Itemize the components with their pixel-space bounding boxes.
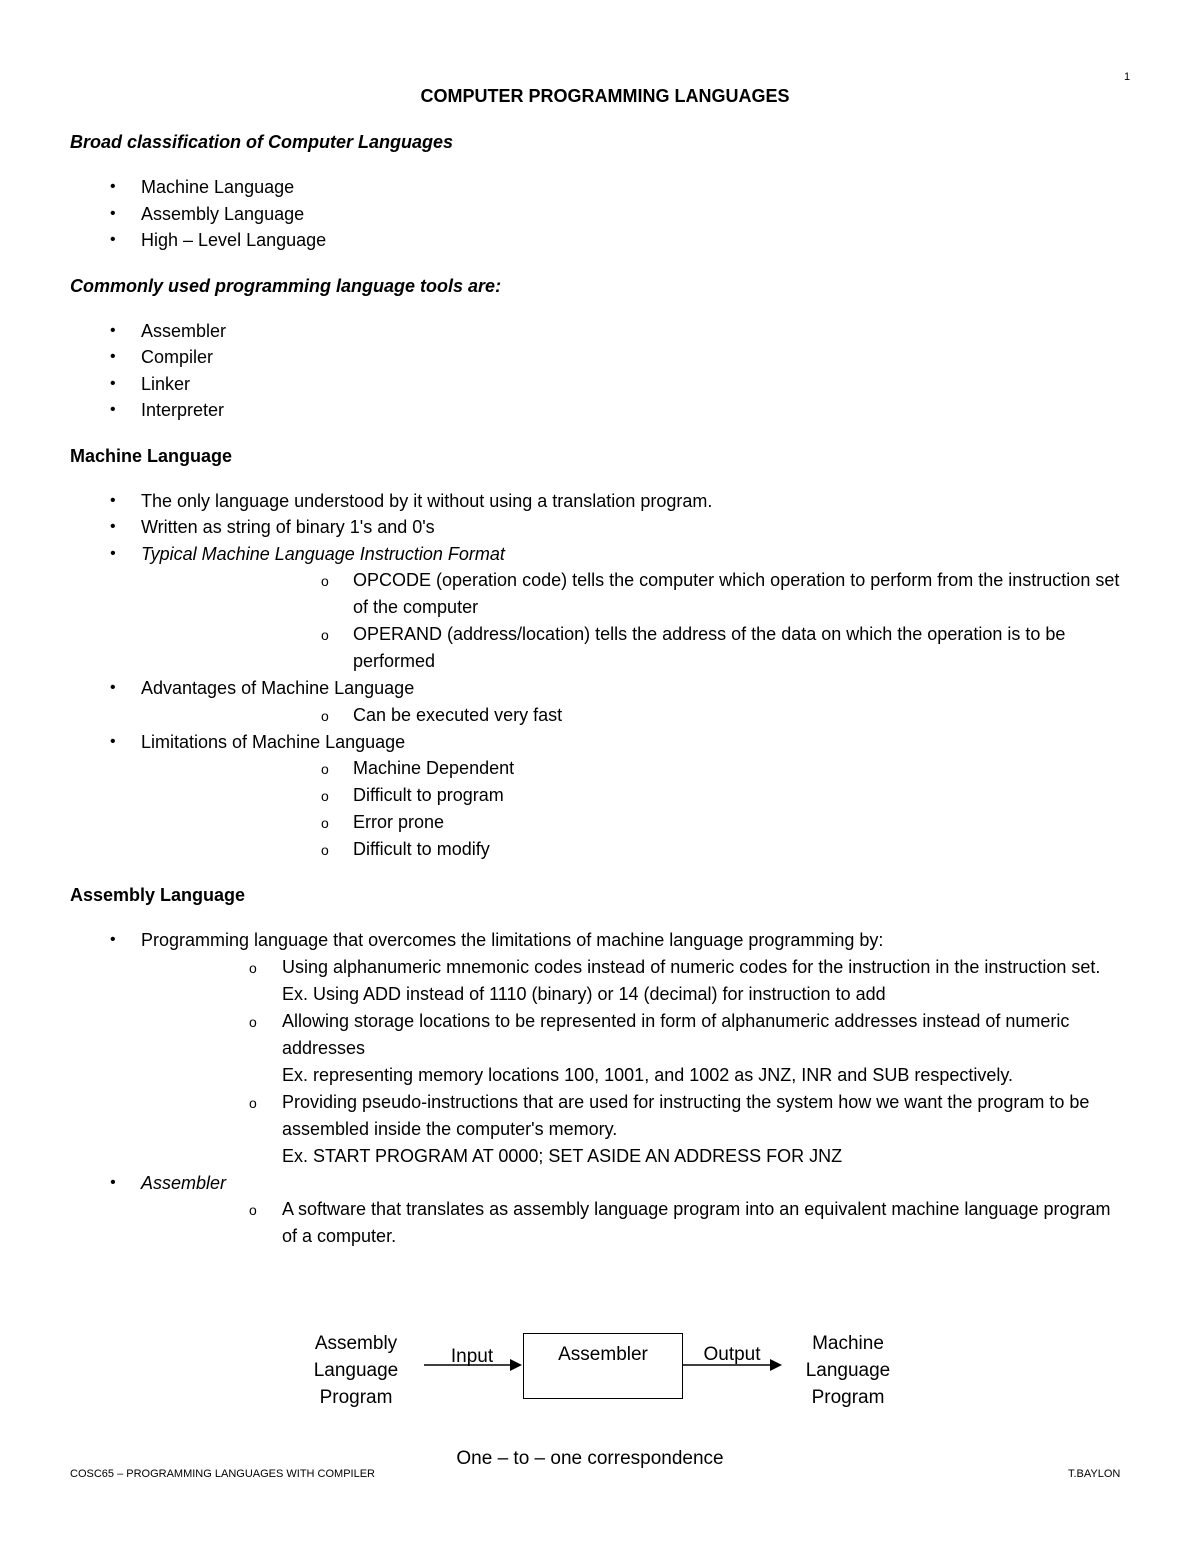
sub-list — [141, 567, 1130, 675]
input-label: Input — [450, 1346, 494, 1367]
sub-list-item — [141, 1008, 1130, 1089]
sub-list-item — [141, 1196, 1130, 1250]
line: of the computer — [353, 597, 479, 617]
footer-author: T.BAYLON — [1068, 1468, 1121, 1480]
assembly-language-list — [70, 927, 1130, 1250]
line: addresses — [282, 1037, 366, 1058]
tools-list — [70, 318, 1130, 424]
line: o Allowing storage locations to be represented in form of alphanumeric addresses instead of numeric — [282, 1010, 1070, 1031]
line: o OPERAND (address/location) tells the address of the data on which the operation is to be — [353, 624, 1066, 644]
sub-list-item: o Difficult to program — [141, 782, 1130, 809]
list-item: • Assembly Language — [70, 201, 1130, 228]
target-line: Program — [811, 1387, 885, 1408]
line: of a computer. — [282, 1226, 397, 1246]
sub-list — [141, 954, 1130, 1170]
list-item — [70, 541, 1130, 676]
list-item: • Machine Language — [70, 174, 1130, 201]
line: o OPCODE (operation code) tells the computer which operation to perform from the instruction set — [353, 570, 1120, 590]
sub-list — [141, 702, 1130, 729]
classification-heading: Broad classification of Computer Languages — [70, 132, 454, 152]
source-line: Program — [319, 1387, 393, 1408]
source-label — [296, 1330, 416, 1411]
line: o Using alphanumeric mnemonic codes instead of numeric codes for the instruction in the instruction set. — [282, 956, 1101, 977]
line: assembled inside the computer's memory. — [282, 1118, 618, 1139]
list-item: • High – Level Language — [70, 227, 1130, 254]
list-item: • Written as string of binary 1's and 0's — [70, 514, 1130, 541]
machine-language-list — [70, 488, 1130, 864]
target-line: Language — [805, 1360, 891, 1381]
output-label: Output — [703, 1344, 761, 1365]
list-item — [70, 1170, 1130, 1251]
target-line: Machine — [812, 1333, 884, 1354]
footer-course: COSC65 – PROGRAMMING LANGUAGES WITH COMPILER — [70, 1468, 375, 1480]
document-body — [70, 130, 1130, 1250]
assembler-box — [523, 1333, 683, 1399]
line: Ex. START PROGRAM AT 0000; SET ASIDE AN ADDRESS FOR JNZ — [282, 1145, 843, 1166]
sub-list-item: o Can be executed very fast — [141, 702, 1130, 729]
target-label — [788, 1330, 908, 1411]
sub-list-item — [141, 567, 1130, 621]
sub-list-item: o Machine Dependent — [141, 755, 1130, 782]
sub-list-item: o Error prone — [141, 809, 1130, 836]
list-item: • Interpreter — [70, 397, 1130, 424]
list-item — [70, 729, 1130, 864]
classification-list — [70, 174, 1130, 254]
machine-language-heading: Machine Language — [70, 445, 233, 466]
list-item-text: Programming language that overcomes the limitations of machine language programming by: — [141, 930, 884, 950]
line: Ex. Using ADD instead of 1110 (binary) or 14 (decimal) for instruction to add — [282, 983, 886, 1004]
page-title: COMPUTER PROGRAMMING LANGUAGES — [420, 86, 790, 106]
sub-list — [141, 1196, 1130, 1250]
line: o A software that translates as assembly language program into an equivalent machine language program — [282, 1199, 1111, 1219]
sub-list — [141, 755, 1130, 863]
list-item-text: Assembler — [141, 1172, 227, 1193]
list-item-text: Limitations of Machine Language — [141, 731, 406, 752]
list-item: • The only language understood by it without using a translation program. — [70, 488, 1130, 515]
sub-list-item — [141, 954, 1130, 1008]
assembler-box-label: Assembler — [558, 1344, 648, 1365]
sub-list-item — [141, 1089, 1130, 1170]
source-line: Language — [313, 1360, 399, 1381]
assembly-language-heading: Assembly Language — [70, 885, 246, 905]
list-item: • Compiler — [70, 344, 1130, 371]
list-item-text: Advantages of Machine Language — [141, 678, 415, 698]
list-item: • Assembler — [70, 318, 1130, 345]
tools-heading: Commonly used programming language tools are: — [70, 275, 502, 296]
line: Ex. representing memory locations 100, 1001, and 1002 as JNZ, INR and SUB respectively. — [282, 1064, 1014, 1085]
diagram-caption: One – to – one correspondence — [456, 1448, 724, 1469]
page-number: 1 — [1124, 71, 1131, 83]
list-item — [70, 927, 1130, 1170]
sub-list-item: o Difficult to modify — [141, 836, 1130, 863]
line: performed — [353, 651, 436, 671]
line: o Providing pseudo-instructions that are used for instructing the system how we want the program to be — [282, 1091, 1090, 1112]
list-item-text: Typical Machine Language Instruction Format — [141, 543, 505, 564]
list-item: • Linker — [70, 371, 1130, 398]
sub-list-item — [141, 621, 1130, 675]
source-line: Assembly — [314, 1333, 398, 1354]
list-item — [70, 675, 1130, 729]
